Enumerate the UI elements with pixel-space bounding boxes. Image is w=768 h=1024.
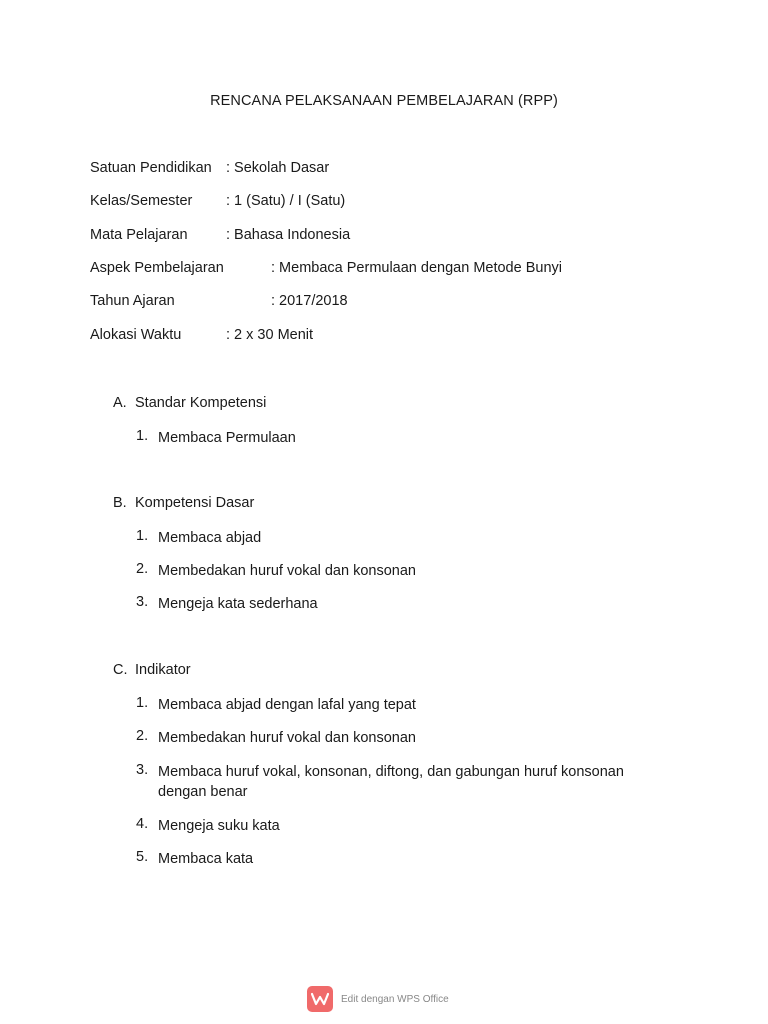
section-title: Indikator bbox=[135, 662, 191, 678]
list-text: Membaca abjad dengan lafal yang tepat bbox=[158, 697, 416, 713]
info-value: : 2017/2018 bbox=[271, 293, 348, 309]
info-label: Tahun Ajaran bbox=[90, 293, 175, 309]
info-value: : 2 x 30 Menit bbox=[226, 327, 314, 343]
section-title: Standar Kompetensi bbox=[135, 395, 267, 411]
list-text: Membaca Permulaan bbox=[158, 430, 296, 446]
list-number: 3. bbox=[136, 762, 149, 778]
info-value: : 1 (Satu) / I (Satu) bbox=[226, 193, 346, 209]
wps-office-logo-icon bbox=[307, 986, 333, 1012]
wps-w-glyph-icon bbox=[311, 992, 329, 1006]
section-letter: A. bbox=[113, 395, 127, 411]
document-title: RENCANA PELAKSANAAN PEMBELAJARAN (RPP) bbox=[210, 93, 558, 109]
list-number: 2. bbox=[136, 728, 149, 744]
list-number: 3. bbox=[136, 594, 149, 610]
info-label: Kelas/Semester bbox=[90, 193, 193, 209]
info-value: : Membaca Permulaan dengan Metode Bunyi bbox=[271, 260, 562, 276]
list-text: Membaca huruf vokal, konsonan, diftong, dan gabungan huruf konsonan dengan benar bbox=[158, 764, 624, 800]
list-text: Mengeja suku kata bbox=[158, 818, 280, 834]
list-text: Mengeja kata sederhana bbox=[158, 596, 318, 612]
list-text: Membaca kata bbox=[158, 851, 254, 867]
info-value: : Sekolah Dasar bbox=[226, 160, 330, 176]
info-label: Satuan Pendidikan bbox=[90, 160, 212, 176]
list-number: 5. bbox=[136, 849, 149, 865]
info-value: : Bahasa Indonesia bbox=[226, 227, 351, 243]
info-label: Alokasi Waktu bbox=[90, 327, 182, 343]
section-title: Kompetensi Dasar bbox=[135, 495, 255, 511]
info-label: Mata Pelajaran bbox=[90, 227, 188, 243]
info-label: Aspek Pembelajaran bbox=[90, 260, 224, 276]
list-text: Membaca abjad bbox=[158, 530, 262, 546]
wps-edit-text: Edit dengan WPS Office bbox=[341, 993, 449, 1005]
list-number: 2. bbox=[136, 561, 149, 577]
list-text: Membedakan huruf vokal dan konsonan bbox=[158, 563, 416, 579]
list-number: 4. bbox=[136, 816, 149, 832]
list-text: Membedakan huruf vokal dan konsonan bbox=[158, 730, 416, 746]
wps-edit-link[interactable] bbox=[307, 985, 449, 1013]
section-letter: B. bbox=[113, 495, 127, 511]
list-number: 1. bbox=[136, 695, 149, 711]
list-number: 1. bbox=[136, 428, 149, 444]
list-number: 1. bbox=[136, 528, 149, 544]
section-letter: C. bbox=[113, 662, 128, 678]
